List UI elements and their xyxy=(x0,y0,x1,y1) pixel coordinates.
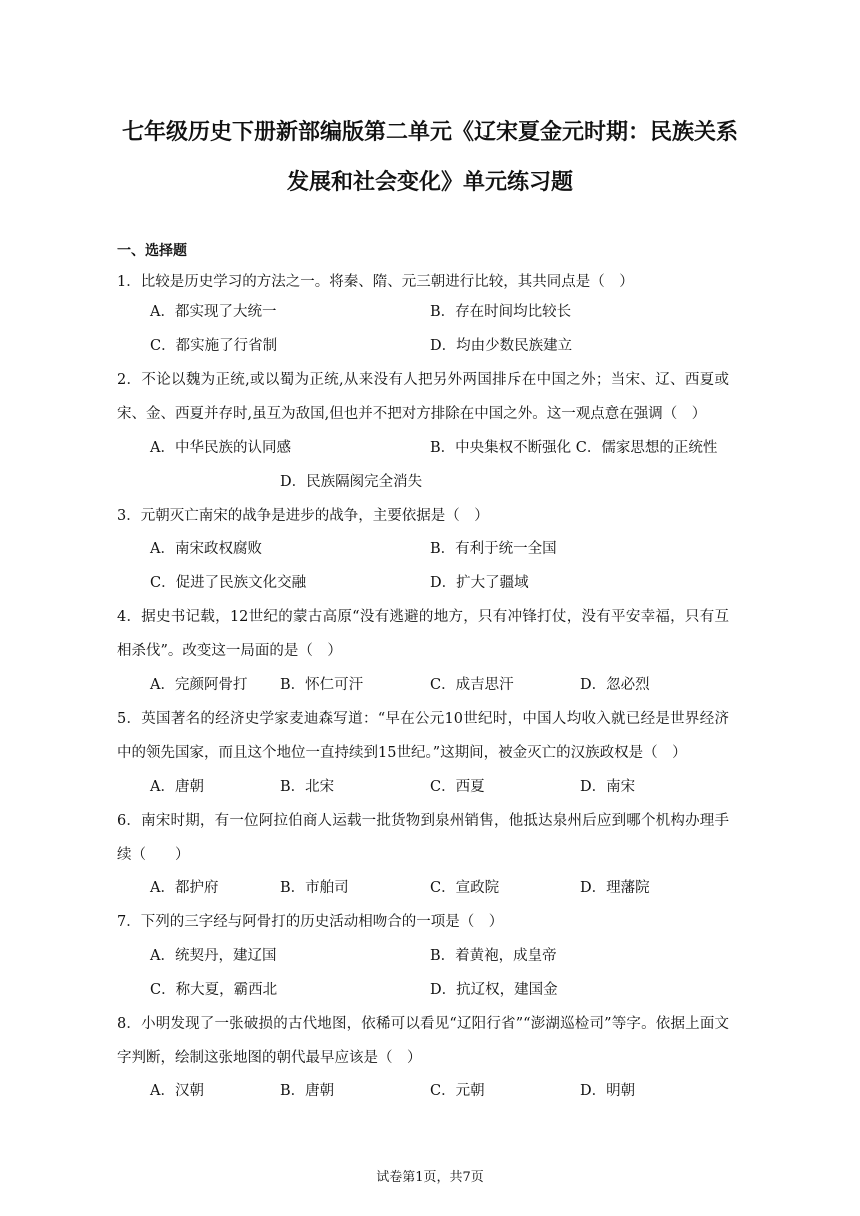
question-2-option-d: D．民族隔阂完全消失 xyxy=(280,474,423,490)
question-7-stem: 7．下列的三字经与阿骨打的历史活动相吻合的一项是（ ） xyxy=(117,914,504,930)
section-heading: 一、选择题 xyxy=(117,243,187,259)
question-7-option-b: B．着黄袍，成皇帝 xyxy=(430,948,557,964)
question-5-option-c: C．西夏 xyxy=(430,779,485,795)
question-2-option-a: A．中华民族的认同感 xyxy=(150,440,291,456)
question-1-stem: 1．比较是历史学习的方法之一。将秦、隋、元三朝进行比较，其共同点是（ ） xyxy=(117,274,634,290)
title-line-2: 发展和社会变化》单元练习题 xyxy=(286,170,573,195)
question-1-option-d: D．均由少数民族建立 xyxy=(430,338,573,354)
question-3-option-c: C．促进了民族文化交融 xyxy=(150,575,307,591)
page-title xyxy=(100,108,760,208)
question-4-option-a: A．完颜阿骨打 xyxy=(150,677,248,693)
question-7-option-a: A．统契丹，建辽国 xyxy=(150,948,277,964)
question-6-stem: 6．南宋时期，有一位阿拉伯商人运载一批货物到泉州销售，他抵达泉州后应到哪个机构办理手续（ ） xyxy=(117,813,729,863)
question-4-option-c: C．成吉思汗 xyxy=(430,677,514,693)
question-5-option-a: A．唐朝 xyxy=(150,779,204,795)
question-7-option-d: D．抗辽权，建国金 xyxy=(430,982,558,998)
page-footer: 试卷第1页，共7页 xyxy=(376,1170,484,1185)
question-8-option-b: B．唐朝 xyxy=(280,1083,335,1099)
question-3-stem: 3．元朝灭亡南宋的战争是进步的战争，主要依据是（ ） xyxy=(117,508,489,524)
question-8-stem: 8．小明发现了一张破损的古代地图，依稀可以看见“辽阳行省”“澎湖巡检司”等字。依据上面文字判断，绘制这张地图的朝代最早应该是（ ） xyxy=(117,1016,729,1066)
question-7-option-c: C．称大夏，霸西北 xyxy=(150,982,278,998)
question-3-option-b: B．有利于统一全国 xyxy=(430,541,557,557)
question-1-option-b: B．存在时间均比较长 xyxy=(430,304,572,320)
question-2-option-bc: B．中央集权不断强化 C．儒家思想的正统性 xyxy=(430,440,718,456)
question-6-option-d: D．理藩院 xyxy=(580,880,650,896)
question-1-option-c: C．都实施了行省制 xyxy=(150,338,278,354)
question-4-stem: 4．据史书记载，12世纪的蒙古高原“没有逃避的地方，只有冲锋打仗，没有平安幸福，只有互相杀伐”。改变这一局面的是（ ） xyxy=(117,609,729,659)
question-2-stem: 2．不论以魏为正统,或以蜀为正统,从来没有人把另外两国排斥在中国之外；当宋、辽、西夏或宋、金、西夏并存时,虽互为敌国,但也并不把对方排除在中国之外。这一观点意在强调（ ） xyxy=(117,372,729,422)
question-5-option-b: B．北宋 xyxy=(280,779,335,795)
question-8-option-a: A．汉朝 xyxy=(150,1083,204,1099)
question-4-option-d: D．忽必烈 xyxy=(580,677,650,693)
question-5-stem: 5．英国著名的经济史学家麦迪森写道：“早在公元10世纪时，中国人均收入就已经是世界经济中的领先国家，而且这个地位一直持续到15世纪。”这期间，被金灭亡的汉族政权是（ ） xyxy=(117,711,729,761)
question-1-option-a: A．都实现了大统一 xyxy=(150,304,277,320)
question-6-option-c: C．宣政院 xyxy=(430,880,500,896)
question-6-option-a: A．都护府 xyxy=(150,880,219,896)
question-3-option-d: D．扩大了疆域 xyxy=(430,575,529,591)
question-8-option-c: C．元朝 xyxy=(430,1083,485,1099)
question-5-option-d: D．南宋 xyxy=(580,779,636,795)
question-3-option-a: A．南宋政权腐败 xyxy=(150,541,262,557)
question-4-option-b: B．怀仁可汗 xyxy=(280,677,364,693)
question-6-option-b: B．市舶司 xyxy=(280,880,349,896)
question-8-option-d: D．明朝 xyxy=(580,1083,636,1099)
title-line-1: 七年级历史下册新部编版第二单元《辽宋夏金元时期：民族关系 xyxy=(121,120,738,145)
